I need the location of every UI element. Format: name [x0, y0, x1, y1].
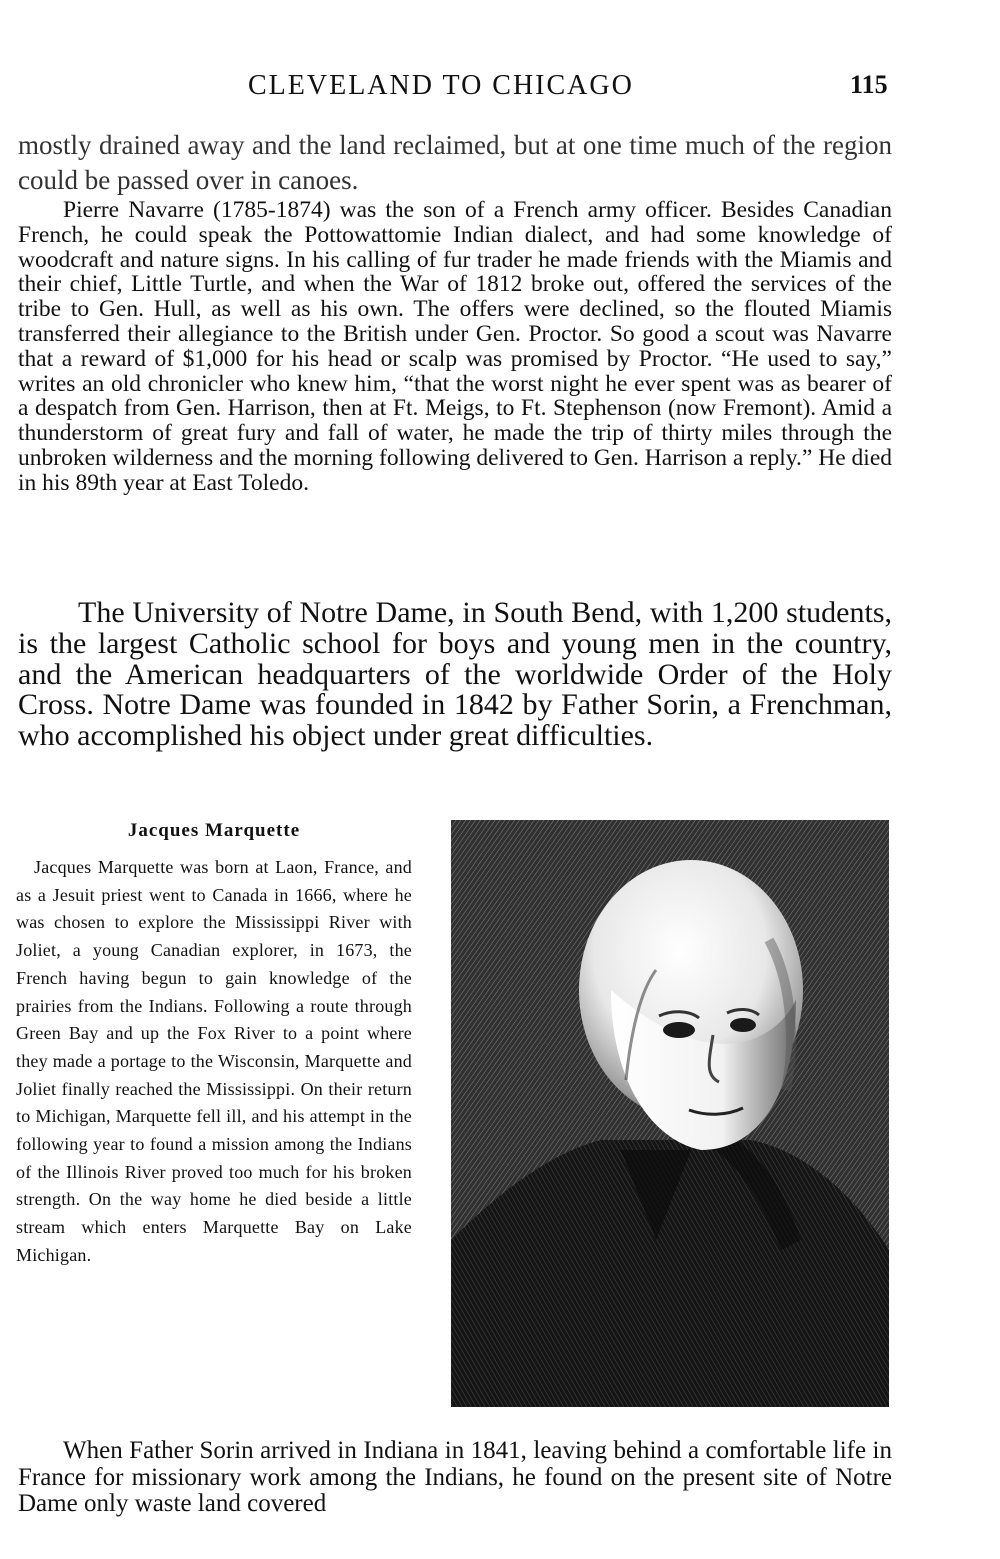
sidebar-body: Jacques Marquette was born at Laon, France, and as a Jesuit priest went to Canada in 1666, where he was chosen to explore the Mississippi River with Joliet, a young Canadian explorer, in 1673, the French having begun to gain knowledge of the prairies from the Indians. Following a route through Green Bay and up the Fox River to a point where they made a portage to the Wisconsin, Marquette and Joliet finally reached the Mississippi. On their return to Michigan, Marquette fell ill, and his attempt in the following year to found a mission among the Indians of the Illinois River proved too much for his broken strength. On the way home he died beside a little stream which enters Marquette Bay on Lake Michigan. — [16, 857, 412, 1265]
marquette-portrait-image — [451, 820, 889, 1407]
running-header — [0, 70, 1000, 110]
paragraph-navarre: Pierre Navarre (1785-1874) was the son of a French army officer. Besides Canadian French, he could speak the Pottowattomie Indian dialect, and had some knowledge of woodcraft and nature signs. In his calling of fur trader he made friends with the Miamis and their chief, Little Turtle, and when the War of 1812 broke out, offered the services of the tribe to Gen. Hull, as well as his own. The offers were declined, so the flouted Miamis transferred their allegiance to the British under Gen. Proctor. So good a scout was Navarre that a reward of $1,000 for his head or scalp was promised by Proctor. “He used to say,” writes an old chronicler who knew him, “that the worst night he ever spent was as bearer of a despatch from Gen. Harrison, then at Ft. Meigs, to Ft. Stephenson (now Fremont). Amid a thunderstorm of great fury and fall of water, he made the trip of thirty miles through the unbroken wilderness and the morning following delivered to Gen. Harrison a reply.” He died in his 89th year at East Toledo. — [18, 197, 892, 496]
page-number: 115 — [850, 70, 888, 99]
portrait-engraving — [451, 820, 889, 1407]
paragraph-continuation: mostly drained away and the land reclaimed, but at one time much of the region could be passed over in canoes. — [18, 130, 892, 195]
marquette-sidebar — [16, 820, 412, 1270]
sidebar-title: Jacques Marquette — [127, 820, 301, 841]
paragraph-father-sorin: When Father Sorin arrived in Indiana in 1841, leaving behind a comfortable life in France for missionary work among the Indians, he found on the present site of Notre Dame only waste land covered — [18, 1437, 892, 1517]
running-title: CLEVELAND TO CHICAGO — [248, 70, 634, 101]
paragraph-notre-dame: The University of Notre Dame, in South Bend, with 1,200 students, is the largest Catholic school for boys and young men in the country, and the American headquarters of the worldwide Order of the Holy Cross. Notre Dame was founded in 1842 by Father Sorin, a Frenchman, who accomplished his object under great difficulties. — [18, 596, 892, 753]
